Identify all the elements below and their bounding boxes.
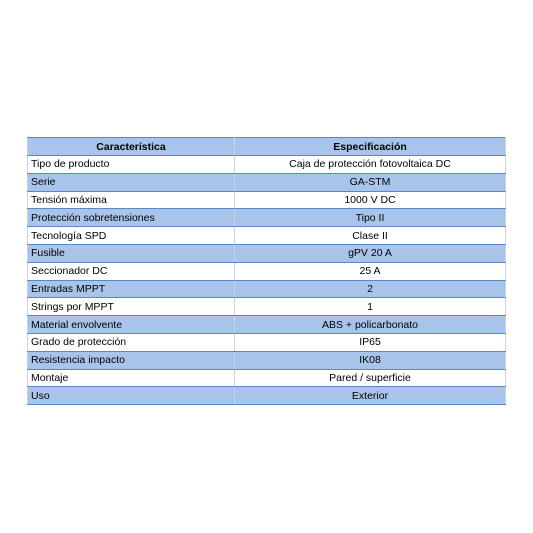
value-cell: Tipo II (235, 209, 506, 227)
value-cell: Pared / superficie (235, 369, 506, 387)
table-row (28, 351, 506, 369)
table-row (28, 156, 506, 174)
value-cell: 1 (235, 298, 506, 316)
header-specification: Especificación (235, 138, 506, 156)
feature-cell: Entradas MPPT (28, 280, 235, 298)
table-row (28, 333, 506, 351)
value-cell: Clase II (235, 227, 506, 245)
header-feature: Característica (28, 138, 235, 156)
value-cell: Caja de protección fotovoltaica DC (235, 156, 506, 174)
feature-cell: Tipo de producto (28, 156, 235, 174)
value-cell: 2 (235, 280, 506, 298)
feature-cell: Serie (28, 173, 235, 191)
table-row (28, 262, 506, 280)
value-cell: IP65 (235, 333, 506, 351)
table-row (28, 191, 506, 209)
feature-cell: Protección sobretensiones (28, 209, 235, 227)
feature-cell: Tecnología SPD (28, 227, 235, 245)
feature-cell: Strings por MPPT (28, 298, 235, 316)
feature-cell: Material envolvente (28, 316, 235, 334)
table-row (28, 244, 506, 262)
table-row (28, 316, 506, 334)
value-cell: ABS + policarbonato (235, 316, 506, 334)
table-row (28, 280, 506, 298)
feature-cell: Grado de protección (28, 333, 235, 351)
table-row (28, 387, 506, 405)
feature-cell: Resistencia impacto (28, 351, 235, 369)
table-row (28, 209, 506, 227)
feature-cell: Uso (28, 387, 235, 405)
table-header-row (28, 138, 506, 156)
feature-cell: Montaje (28, 369, 235, 387)
table-row (28, 298, 506, 316)
value-cell: IK08 (235, 351, 506, 369)
value-cell: gPV 20 A (235, 244, 506, 262)
table-row (28, 227, 506, 245)
value-cell: GA-STM (235, 173, 506, 191)
value-cell: 25 A (235, 262, 506, 280)
table-row (28, 173, 506, 191)
value-cell: Exterior (235, 387, 506, 405)
feature-cell: Fusible (28, 244, 235, 262)
spec-table (27, 137, 506, 405)
feature-cell: Tensión máxima (28, 191, 235, 209)
feature-cell: Seccionador DC (28, 262, 235, 280)
table-row (28, 369, 506, 387)
value-cell: 1000 V DC (235, 191, 506, 209)
